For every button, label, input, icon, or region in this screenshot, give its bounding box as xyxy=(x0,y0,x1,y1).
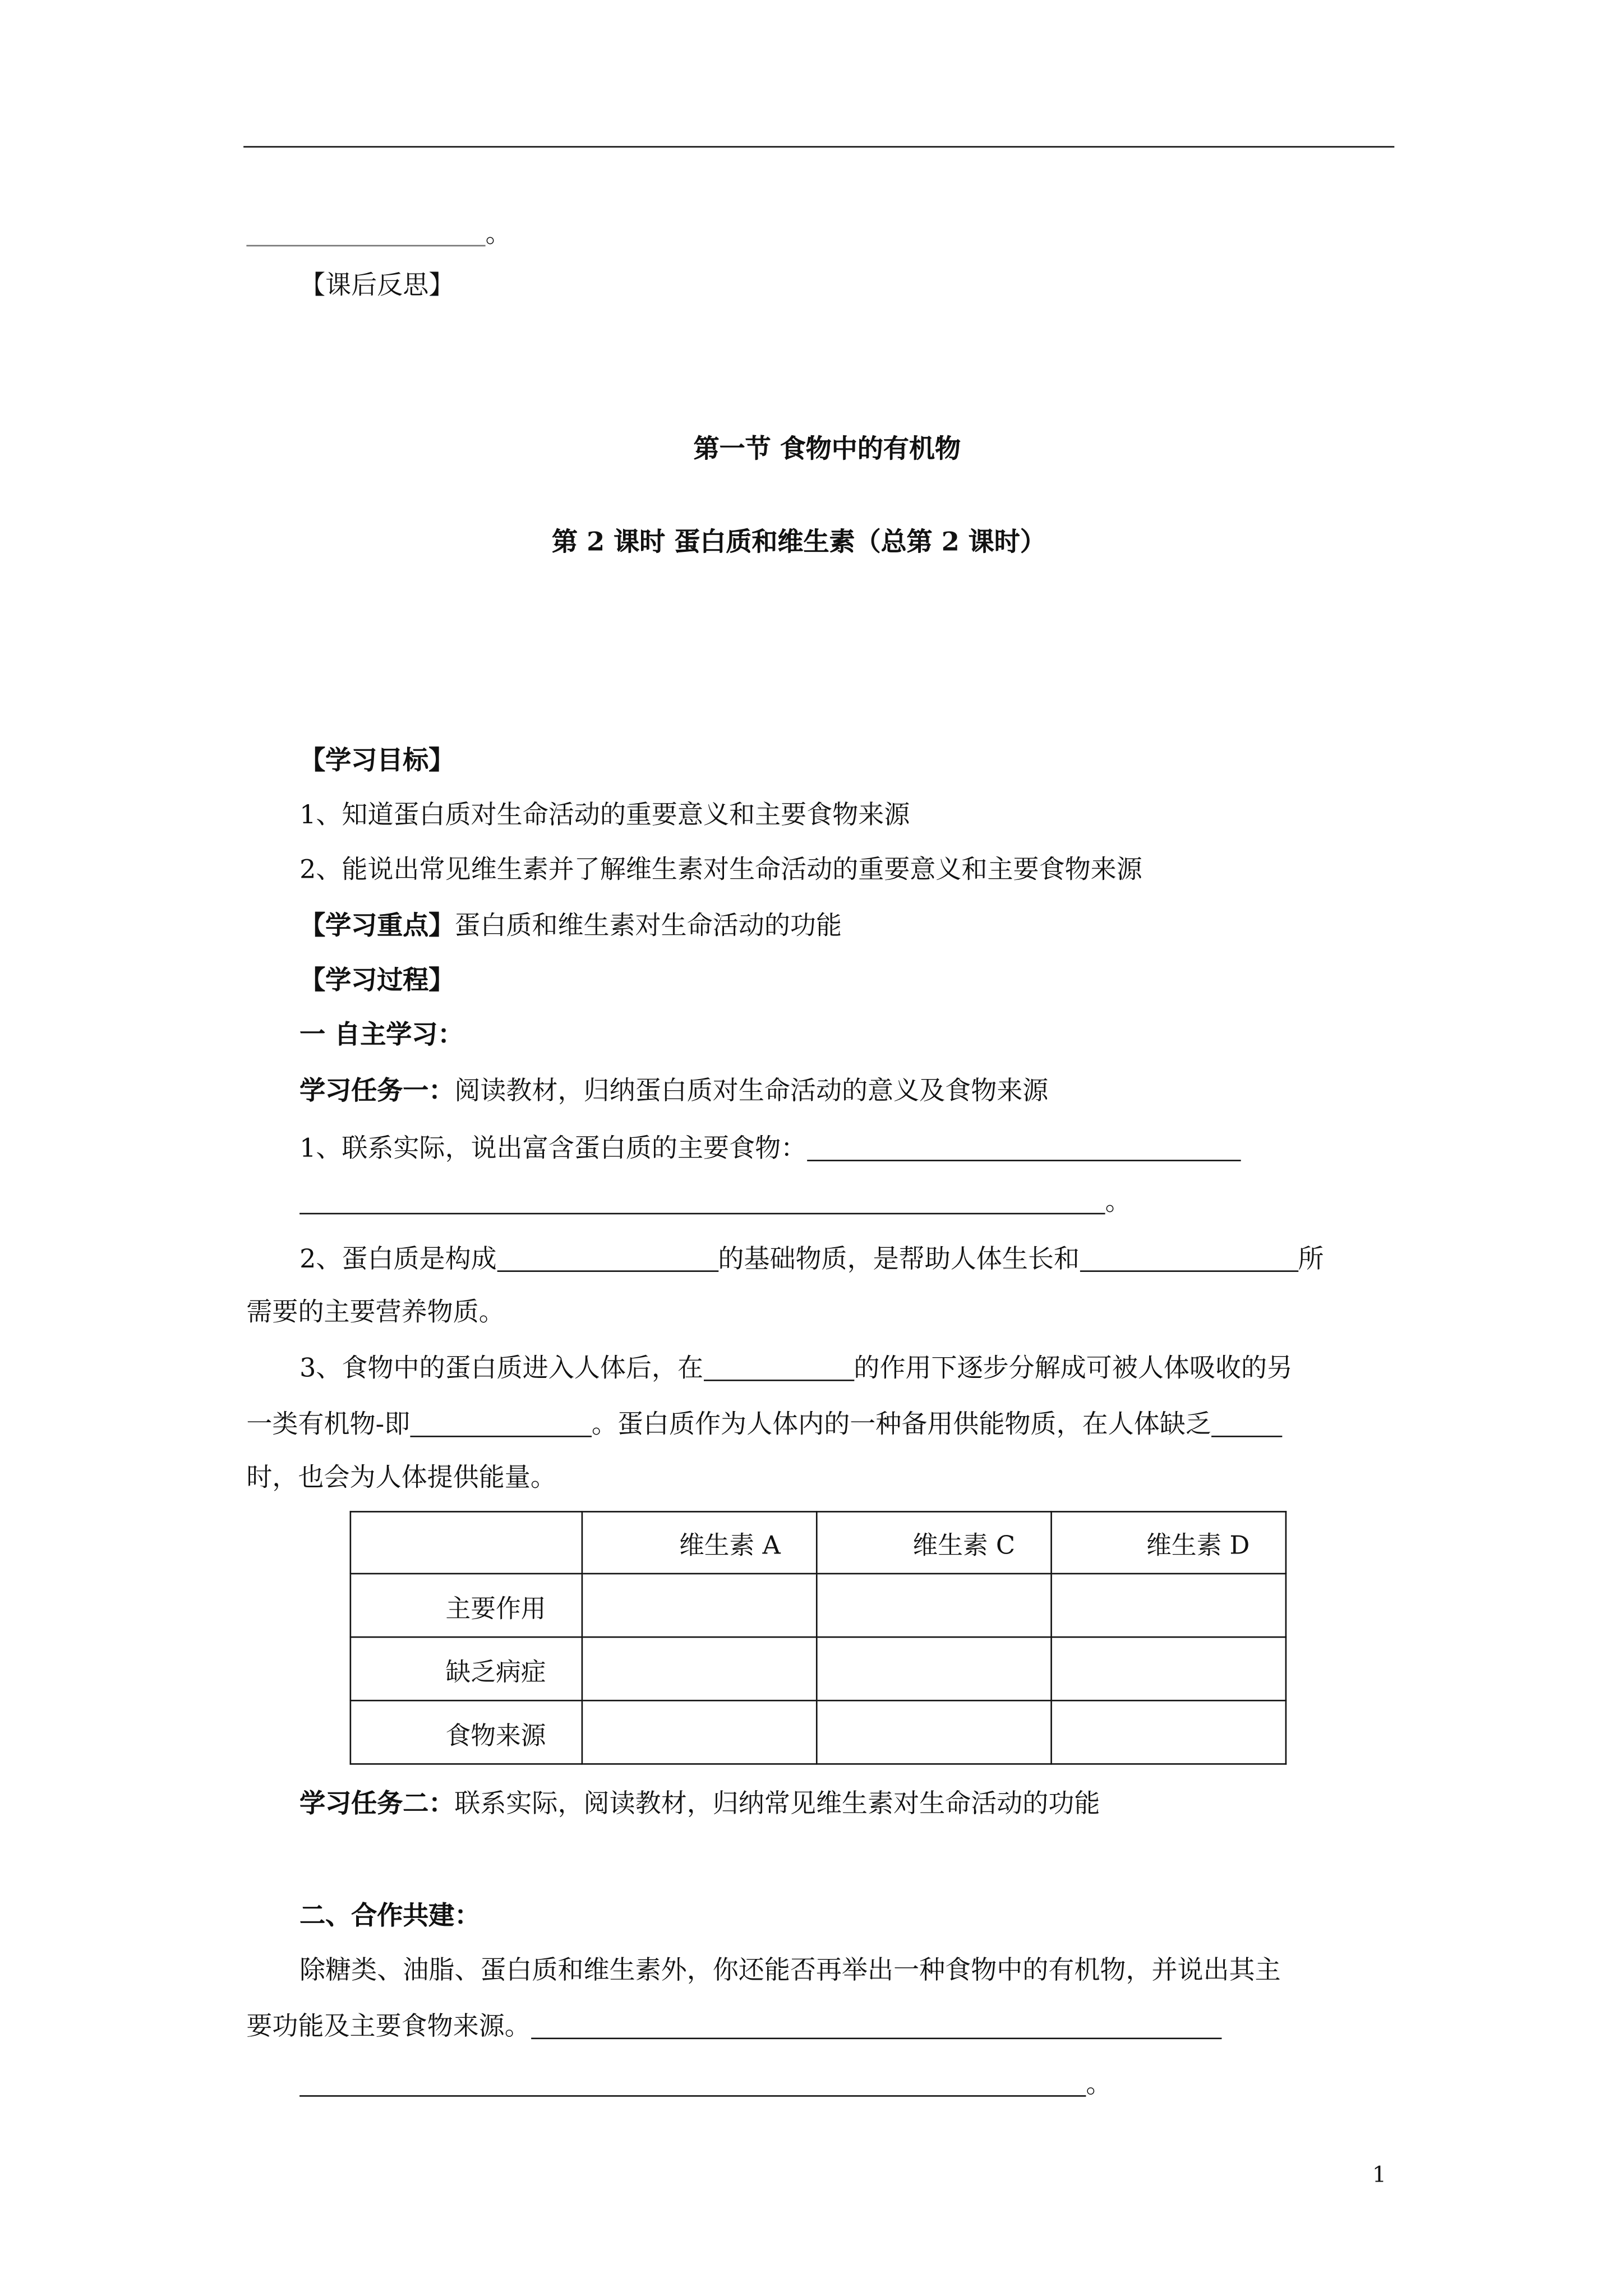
answer-blank[interactable] xyxy=(299,2072,1086,2097)
self-study-heading: 一 自主学习： xyxy=(299,1021,464,1051)
task2-line xyxy=(299,1790,1100,1820)
task2-text: 联系实际，阅读教材，归纳常见维生素对生命活动的功能 xyxy=(454,1790,1100,1820)
answer-blank[interactable] xyxy=(410,1412,592,1437)
table-answer-cell[interactable] xyxy=(582,1574,817,1637)
table-row xyxy=(351,1700,1286,1764)
question-1-text: 1、联系实际，说出富含蛋白质的主要食物： xyxy=(299,1135,807,1164)
header-rule xyxy=(243,146,1394,147)
cooperation-text-2: 要功能及主要食物来源。 xyxy=(246,2012,531,2043)
answer-blank[interactable] xyxy=(1211,1412,1282,1437)
objectives-heading: 【学习目标】 xyxy=(299,746,455,776)
task1-text: 阅读教材，归纳蛋白质对生命活动的意义及食物来源 xyxy=(454,1077,1049,1107)
cooperation-line-3 xyxy=(299,2072,1112,2099)
question-2-continued: 需要的主要营养物质。 xyxy=(246,1298,505,1328)
question-3 xyxy=(299,1356,1293,1384)
objective-item-2: 2、能说出常见维生素并了解维生素对生命活动的重要意义和主要食物来源 xyxy=(299,855,1142,886)
question-1 xyxy=(299,1136,1241,1164)
question-3-text-c: 一类有机物-即 xyxy=(246,1410,411,1440)
table-header-row xyxy=(351,1511,1286,1574)
cooperation-heading: 二、合作共建： xyxy=(299,1902,481,1931)
question-3-text-b: 的作用下逐步分解成可被人体吸收的另 xyxy=(854,1354,1293,1384)
table-row-header: 缺乏病症 xyxy=(351,1637,582,1700)
question-2-text-a: 2、蛋白质是构成 xyxy=(299,1245,497,1275)
answer-blank[interactable] xyxy=(703,1356,854,1381)
table-column-header: 维生素 C xyxy=(817,1511,1051,1574)
vitamin-table xyxy=(350,1511,1287,1765)
focus-text: 蛋白质和维生素对生命活动的功能 xyxy=(454,911,842,942)
answer-blank[interactable] xyxy=(497,1247,718,1272)
table-row-header: 主要作用 xyxy=(351,1574,582,1637)
lesson-title: 第 2 课时 蛋白质和维生素（总第 2 课时） xyxy=(551,528,1046,558)
table-answer-cell[interactable] xyxy=(817,1574,1051,1637)
carryover-line xyxy=(246,222,511,249)
process-heading: 【学习过程】 xyxy=(299,966,455,996)
table-answer-cell[interactable] xyxy=(1052,1637,1286,1700)
cooperation-end: 。 xyxy=(1086,2070,1112,2100)
answer-blank[interactable] xyxy=(246,222,485,247)
table-answer-cell[interactable] xyxy=(1052,1574,1286,1637)
table-row-header: 食物来源 xyxy=(351,1700,582,1764)
question-1-end: 。 xyxy=(1105,1187,1131,1218)
table-row xyxy=(351,1574,1286,1637)
cooperation-line-2 xyxy=(246,2014,1221,2041)
cooperation-line-1: 除糖类、油脂、蛋白质和维生素外，你还能否再举出一种食物中的有机物，并说出其主 xyxy=(299,1956,1281,1986)
table-answer-cell[interactable] xyxy=(1052,1700,1286,1764)
question-3-text-d: 。蛋白质作为人体内的一种备用供能物质，在人体缺乏 xyxy=(591,1410,1211,1440)
focus-heading: 【学习重点】 xyxy=(299,911,455,942)
task1-line xyxy=(299,1077,1049,1107)
question-2-text-b: 的基础物质，是帮助人体生长和 xyxy=(718,1245,1080,1275)
reflection-heading: 【课后反思】 xyxy=(299,271,455,301)
question-3-text-a: 3、食物中的蛋白质进入人体后，在 xyxy=(299,1354,704,1384)
table-column-header: 维生素 D xyxy=(1052,1511,1286,1574)
focus-line xyxy=(299,911,842,942)
question-1-continued xyxy=(299,1187,1131,1218)
table-column-header: 维生素 A xyxy=(582,1511,817,1574)
page-number: 1 xyxy=(1372,2161,1386,2188)
answer-blank[interactable] xyxy=(299,1190,1105,1215)
table-row xyxy=(351,1637,1286,1700)
question-3-line-2 xyxy=(246,1412,1282,1440)
section-title: 第一节 食物中的有机物 xyxy=(693,435,961,465)
table-corner-cell xyxy=(351,1511,582,1574)
question-3-line-3: 时，也会为人体提供能量。 xyxy=(246,1463,556,1493)
carryover-end: 。 xyxy=(485,220,511,250)
table-answer-cell[interactable] xyxy=(817,1700,1051,1764)
answer-blank[interactable] xyxy=(806,1136,1241,1161)
question-2-text-c: 所 xyxy=(1298,1245,1324,1275)
objective-item-1: 1、知道蛋白质对生命活动的重要意义和主要食物来源 xyxy=(299,801,910,831)
answer-blank[interactable] xyxy=(531,2014,1221,2039)
table-answer-cell[interactable] xyxy=(582,1700,817,1764)
task2-label: 学习任务二： xyxy=(299,1790,455,1820)
task1-label: 学习任务一： xyxy=(299,1077,455,1107)
question-2 xyxy=(299,1247,1324,1274)
table-answer-cell[interactable] xyxy=(582,1637,817,1700)
table-answer-cell[interactable] xyxy=(817,1637,1051,1700)
answer-blank[interactable] xyxy=(1080,1247,1298,1272)
